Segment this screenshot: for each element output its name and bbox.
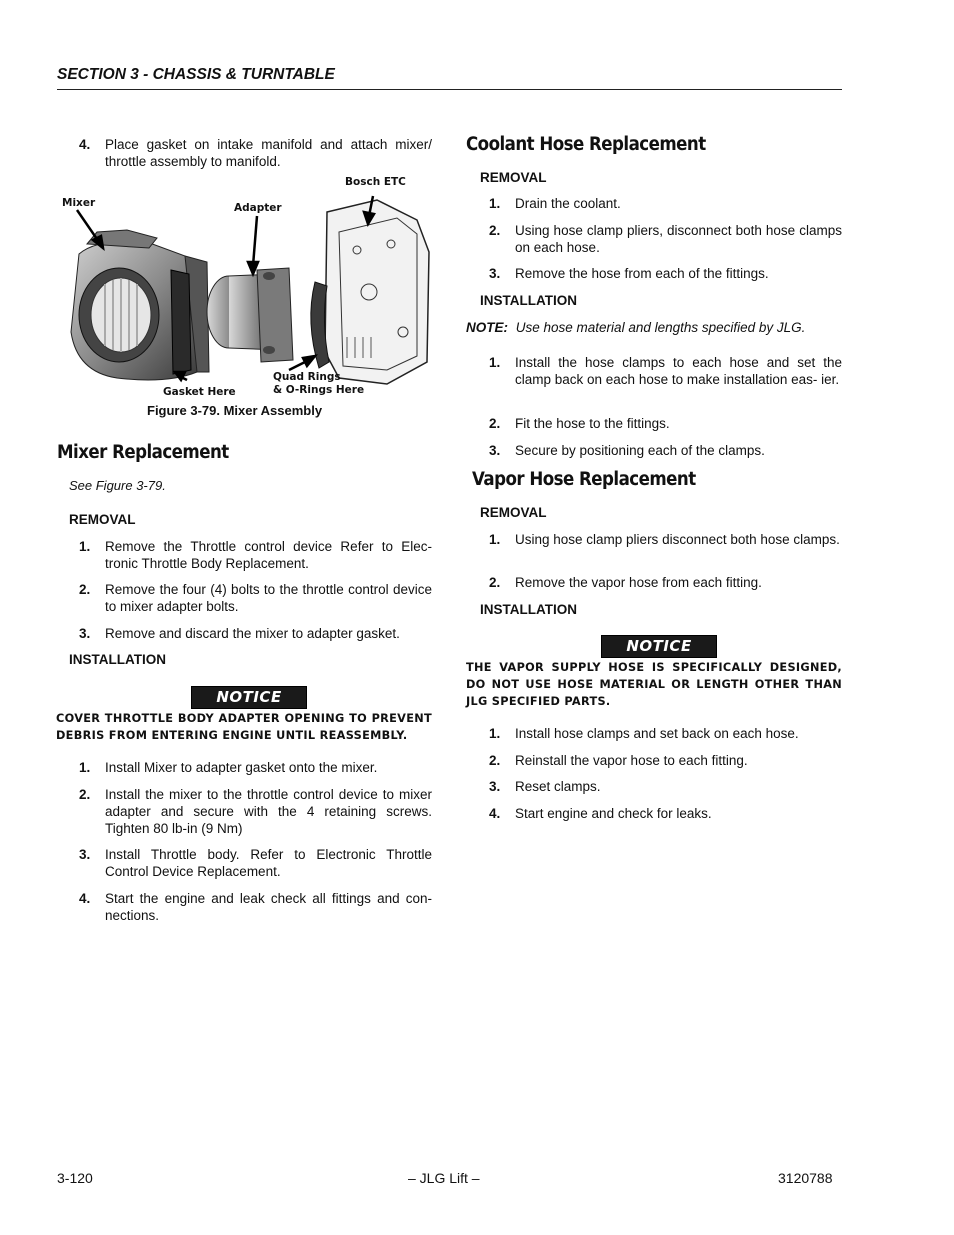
- step-number: 1.: [489, 196, 501, 211]
- step-text: Install the hose clamps to each hose and set the clamp back on each hose to make installation eas- ier.: [515, 355, 842, 387]
- step-number: 3.: [489, 266, 501, 281]
- step-number: 1.: [79, 760, 91, 775]
- header-divider: [57, 89, 842, 90]
- section-header: SECTION 3 - CHASSIS & TURNTABLE: [57, 66, 335, 83]
- vapor-removal-label: REMOVAL: [480, 505, 547, 520]
- notice-text: COVER THROTTLE BODY ADAPTER OPENING TO PREVENT DEBRIS FROM ENTERING ENGINE UNTIL REASSEMBLY.: [56, 712, 432, 742]
- step-number: 4.: [79, 891, 91, 906]
- step-text: Start engine and check for leaks.: [515, 806, 712, 821]
- step-text: Install hose clamps and set back on each hose.: [515, 726, 799, 741]
- step-number: 4.: [79, 137, 91, 152]
- step-text: Install Mixer to adapter gasket onto the mixer.: [105, 760, 378, 775]
- step-number: 3.: [79, 626, 91, 641]
- step-number: 2.: [489, 223, 501, 238]
- step-text: Install the mixer to the throttle control device to mixer adapter and secure with the 4 retaining screws. Tighten 80 lb-in (9 Nm): [105, 787, 432, 836]
- step-number: 3.: [489, 443, 501, 458]
- quad-rings-label: Quad Rings: [273, 371, 341, 383]
- step-text: Reset clamps.: [515, 779, 601, 794]
- page-number: 3-120: [57, 1170, 93, 1186]
- step-text: Remove the four (4) bolts to the throttle control device to mixer adapter bolts.: [105, 582, 432, 614]
- notice-badge: NOTICE: [601, 635, 717, 658]
- mixer-label: Mixer: [62, 197, 96, 209]
- step-number: 4.: [489, 806, 501, 821]
- step-number: 2.: [79, 787, 91, 802]
- step-text: Reinstall the vapor hose to each fitting.: [515, 753, 748, 768]
- mixer-replacement-heading: Mixer Replacement: [57, 442, 229, 463]
- vapor-installation-label: INSTALLATION: [480, 602, 577, 617]
- mixer-removal-label: REMOVAL: [69, 512, 136, 527]
- note-label: NOTE:: [466, 320, 508, 335]
- mixer-installation-label: INSTALLATION: [69, 652, 166, 667]
- step-text: Remove the hose from each of the fittings.: [515, 266, 769, 281]
- note-text: Use hose material and lengths specified by JLG.: [515, 320, 806, 335]
- document-number: 3120788: [778, 1170, 833, 1186]
- step-number: 3.: [489, 779, 501, 794]
- footer-center: – JLG Lift –: [408, 1170, 480, 1186]
- step-text: Fit the hose to the fittings.: [515, 416, 670, 431]
- step-text: Install Throttle body. Refer to Electronic Throttle Control Device Replacement.: [105, 847, 432, 879]
- step-number: 1.: [489, 355, 501, 370]
- notice-text: THE VAPOR SUPPLY HOSE IS SPECIFICALLY DESIGNED, DO NOT USE HOSE MATERIAL OR LENGTH OTHER THAN JLG SPECIFIED PARTS.: [466, 661, 842, 708]
- step-text: Drain the coolant.: [515, 196, 621, 211]
- step-number: 2.: [489, 753, 501, 768]
- step-number: 1.: [79, 539, 91, 554]
- step-text: Using hose clamp pliers, disconnect both hose clamps on each hose.: [515, 223, 842, 255]
- step-number: 3.: [79, 847, 91, 862]
- step-number: 2.: [489, 416, 501, 431]
- step-text: Remove the Throttle control device Refer to Elec- tronic Throttle Body Replacement.: [105, 539, 432, 571]
- step-text: Remove the vapor hose from each fitting.: [515, 575, 762, 590]
- coolant-removal-label: REMOVAL: [480, 170, 547, 185]
- bosch-etc-label: Bosch ETC: [345, 176, 406, 188]
- adapter-label: Adapter: [234, 202, 282, 214]
- step-number: 1.: [489, 532, 501, 547]
- vapor-hose-heading: Vapor Hose Replacement: [472, 469, 696, 490]
- o-rings-label: & O-Rings Here: [273, 384, 365, 396]
- step-number: 1.: [489, 726, 501, 741]
- coolant-hose-heading: Coolant Hose Replacement: [466, 134, 706, 155]
- figure-caption: Figure 3-79. Mixer Assembly: [147, 403, 323, 418]
- step-text: Start the engine and leak check all fittings and con- nections.: [105, 891, 432, 923]
- coolant-installation-label: INSTALLATION: [480, 293, 577, 308]
- step-text: Using hose clamp pliers disconnect both hose clamps.: [515, 532, 840, 547]
- step-number: 2.: [79, 582, 91, 597]
- mixer-assembly-figure: [57, 172, 442, 400]
- gasket-label: Gasket Here: [163, 386, 236, 398]
- notice-badge: NOTICE: [191, 686, 307, 709]
- see-figure-reference: See Figure 3-79.: [69, 478, 166, 493]
- step-text: Place gasket on intake manifold and attach mixer/ throttle assembly to manifold.: [105, 137, 432, 169]
- step-number: 2.: [489, 575, 501, 590]
- step-text: Secure by positioning each of the clamps.: [515, 443, 765, 458]
- step-text: Remove and discard the mixer to adapter gasket.: [105, 626, 400, 641]
- note: [466, 320, 805, 335]
